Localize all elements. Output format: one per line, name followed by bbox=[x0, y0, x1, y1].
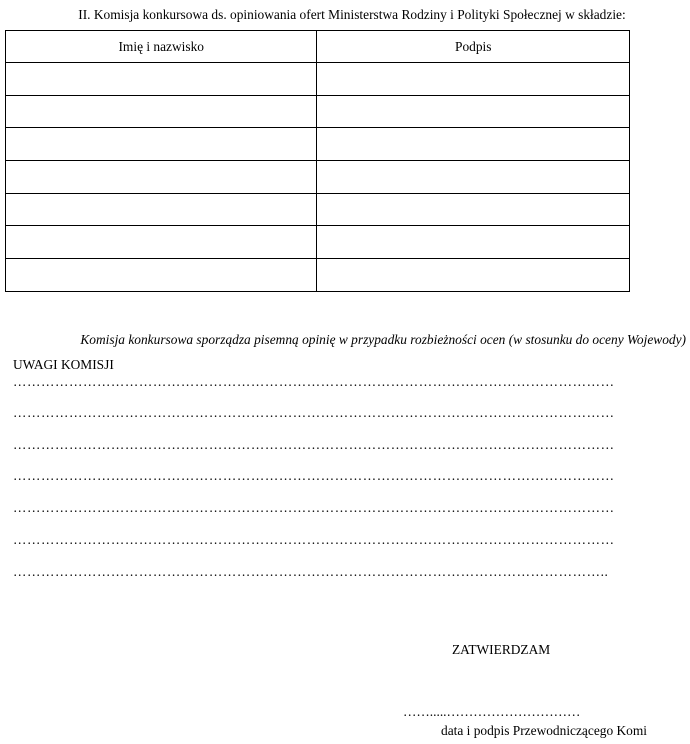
remarks-line[interactable]: ……………………………………………………………………………………………………………….. bbox=[13, 565, 609, 579]
remarks-line[interactable]: ………………………………………………………………………………………………………………… bbox=[13, 469, 615, 483]
signature-cell[interactable] bbox=[317, 63, 630, 96]
approval-label: ZATWIERDZAM bbox=[452, 642, 551, 657]
signature-line[interactable]: …….....………………………… bbox=[403, 705, 581, 719]
name-cell[interactable] bbox=[6, 161, 317, 194]
signature-cell[interactable] bbox=[317, 259, 630, 292]
name-cell[interactable] bbox=[6, 226, 317, 259]
signature-cell[interactable] bbox=[317, 193, 630, 226]
signature-cell[interactable] bbox=[317, 226, 630, 259]
name-cell[interactable] bbox=[6, 259, 317, 292]
column-header-signature: Podpis bbox=[317, 31, 630, 63]
column-header-name: Imię i nazwisko bbox=[6, 31, 317, 63]
remarks-label: UWAGI KOMISJI bbox=[13, 357, 114, 372]
table-row bbox=[6, 63, 630, 96]
remarks-line[interactable]: ………………………………………………………………………………………………………………… bbox=[13, 501, 615, 515]
table-row bbox=[6, 128, 630, 161]
signature-cell[interactable] bbox=[317, 128, 630, 161]
remarks-line[interactable]: ………………………………………………………………………………………………………………… bbox=[13, 406, 615, 420]
table-row bbox=[6, 193, 630, 226]
table-row bbox=[6, 161, 630, 194]
table-header-row bbox=[6, 31, 630, 63]
signature-caption: data i podpis Przewodniczącego Komi bbox=[441, 723, 648, 738]
remarks-line[interactable]: ………………………………………………………………………………………………………………… bbox=[13, 438, 615, 452]
remarks-line[interactable]: ………………………………………………………………………………………………………………… bbox=[13, 533, 615, 547]
table-row bbox=[6, 95, 630, 128]
remarks-line[interactable]: ………………………………………………………………………………………………………………… bbox=[13, 375, 615, 389]
opinion-note: Komisja konkursowa sporządza pisemną opinię w przypadku rozbieżności ocen (w stosunku do oceny Wojewody) bbox=[80, 332, 686, 347]
table-row bbox=[6, 226, 630, 259]
name-cell[interactable] bbox=[6, 128, 317, 161]
committee-members-table bbox=[5, 30, 630, 292]
signature-cell[interactable] bbox=[317, 95, 630, 128]
signature-cell[interactable] bbox=[317, 161, 630, 194]
name-cell[interactable] bbox=[6, 193, 317, 226]
section-heading: II. Komisja konkursowa ds. opiniowania ofert Ministerstwa Rodziny i Polityki Społecznej w składzie: bbox=[78, 7, 626, 22]
name-cell[interactable] bbox=[6, 63, 317, 96]
table-row bbox=[6, 259, 630, 292]
name-cell[interactable] bbox=[6, 95, 317, 128]
